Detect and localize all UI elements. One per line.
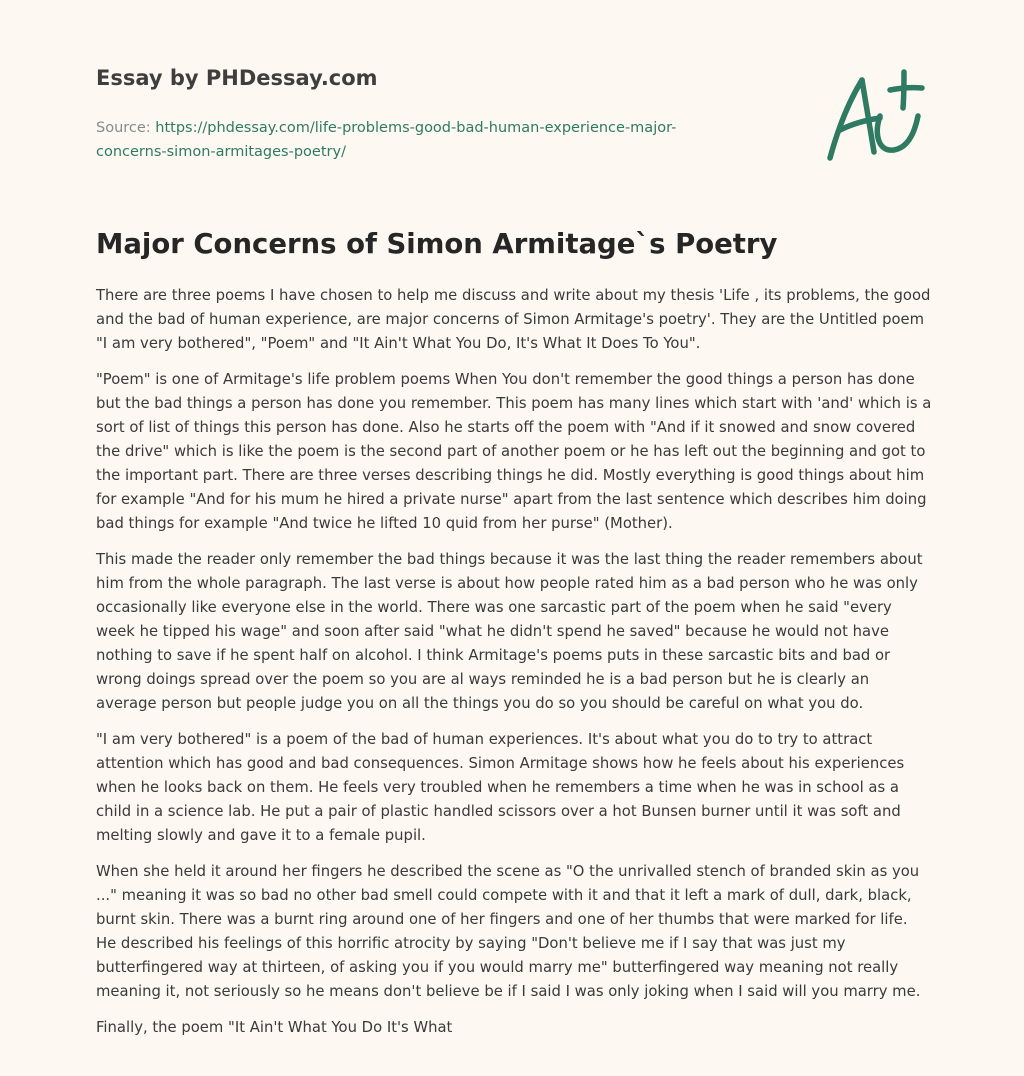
source-link-line1: https://phdessay.com/life-problems-good-bad-human-experience-major- (155, 120, 677, 136)
a-plus-grade-icon (822, 66, 928, 166)
source-link[interactable] (96, 120, 676, 160)
essay-paragraph: There are three poems I have chosen to help me discuss and write about my thesis 'Life , its problems, the good and the bad of human experience, are major concerns of Simon Armitage's poetry'. They are the Untitled poem "I am very bothered", "Poem" and "It Ain't What You Do, It's What It Does To You". (96, 287, 931, 352)
essay-paragraph: This made the reader only remember the bad things because it was the last thing the reader remembers about him from the whole paragraph. The last verse is about how people rated him as a bad person who he was only occasionally like everyone else in the world. There was one sarcastic part of the poem when he said "every week he tipped his wage" and soon after said "what he didn't spend he saved" because he would not have nothing to save if he spent half on alcohol. I think Armitage's poems puts in these sarcastic bits and bad or wrong doings spread over the poem so you are al ways reminded he is a bad person but he is clearly an average person but people judge you on all the things you do so you should be careful on what you do. (96, 551, 923, 712)
source-label: Source: (96, 120, 151, 136)
essay-paragraph: "I am very bothered" is a poem of the bad of human experiences. It's about what you do to try to attract attention which has good and bad consequences. Simon Armitage shows how he feels about his experiences when he looks back on them. He feels very troubled when he remembers a time when he was in school as a child in a science lab. He put a pair of plastic handled scissors over a hot Bunsen burner until it was soft and melting slowly and gave it to a female pupil. (96, 731, 905, 844)
source-link-line2: concerns-simon-armitages-poetry/ (96, 144, 346, 160)
essay-title: Major Concerns of Simon Armitage`s Poetry (96, 228, 778, 260)
page-header (96, 62, 736, 164)
essay-paragraph: When she held it around her fingers he described the scene as "O the unrivalled stench of branded skin as you ..." meaning it was so bad no other bad smell could compete with it and that it left a mark of dull, dark, black, burnt skin. There was a burnt ring around one of her fingers and one of her thumbs that were marked for life. He described his feelings of this horrific atrocity by saying "Don't believe me if I say that was just my butterfingered way at thirteen, of asking you if you would marry me" butterfingered way meaning not really meaning it, not seriously so he means don't believe be if I said I was only joking when I said will you marry me. (96, 863, 921, 1000)
site-title: Essay by PHDessay.com (96, 66, 378, 90)
essay-body (96, 284, 932, 1052)
essay-paragraph: Finally, the poem "It Ain't What You Do It's What (96, 1019, 453, 1036)
source-line (96, 116, 736, 164)
essay-paragraph: "Poem" is one of Armitage's life problem poems When You don't remember the good things a person has done but the bad things a person has done you remember. This poem has many lines which start with 'and' which is a sort of list of things this person has done. Also he starts off the poem with "And if it snowed and snow covered the drive" which is like the poem is the second part of another poem or he has left out the beginning and got to the important part. There are three verses describing things he did. Mostly everything is good things about him for example "And for his mum he hired a private nurse" apart from the last sentence which describes him doing bad things for example "And twice he lifted 10 quid from her purse" (Mother). (96, 371, 932, 532)
